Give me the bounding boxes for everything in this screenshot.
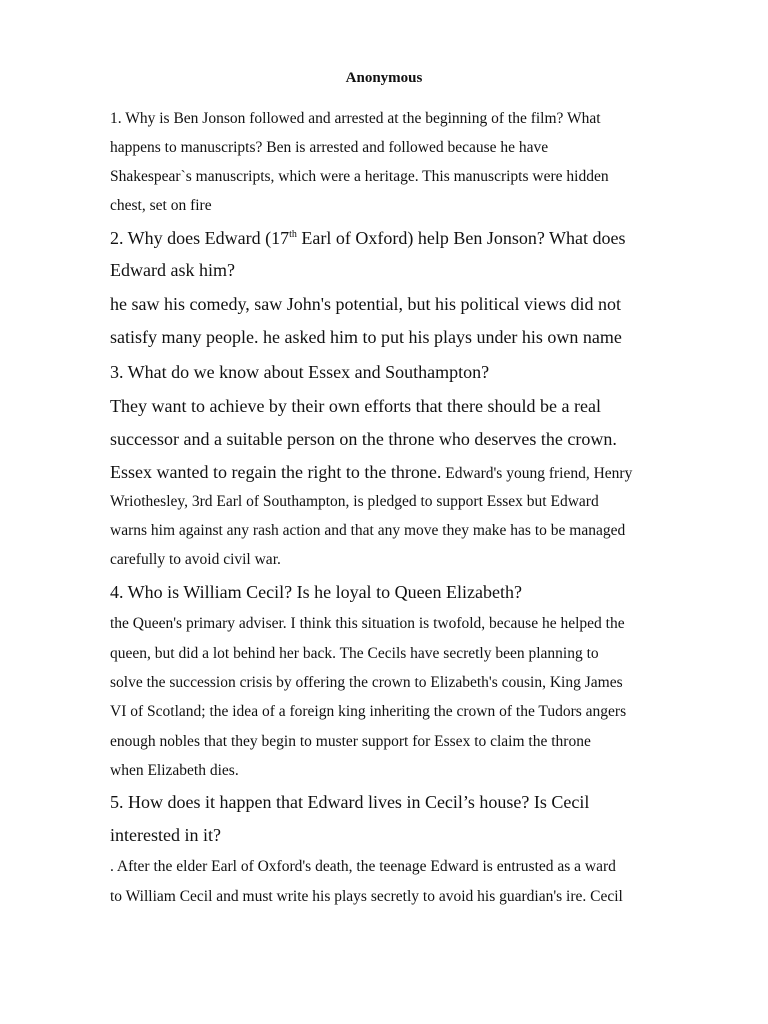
q5-question-line-2: interested in it?	[110, 825, 221, 845]
q4-answer-line-1: the Queen's primary adviser. I think this situation is twofold, because he helped the	[110, 615, 625, 632]
q4-answer-line-6: when Elizabeth dies.	[110, 762, 239, 779]
q1-line-4: chest, set on fire	[110, 197, 212, 214]
q2-question-line-1	[110, 228, 626, 249]
q5-answer-line-2: to William Cecil and must write his plays secretly to avoid his guardian's ire. Cecil	[110, 888, 623, 905]
q2-question-line-2: Edward ask him?	[110, 260, 235, 280]
q2-question-part-2: Earl of Oxford) help Ben Jonson? What does	[296, 228, 626, 248]
q3-answer-large-part: Essex wanted to regain the right to the throne.	[110, 462, 442, 482]
q3-answer-line-2: successor and a suitable person on the throne who deserves the crown.	[110, 429, 617, 449]
q3-answer-line-1: They want to achieve by their own efforts that there should be a real	[110, 396, 601, 416]
q4-answer-line-5: enough nobles that they begin to muster support for Essex to claim the throne	[110, 733, 591, 750]
q4-answer-line-3: solve the succession crisis by offering the crown to Elizabeth's cousin, King James	[110, 674, 623, 691]
q4-question: 4. Who is William Cecil? Is he loyal to Queen Elizabeth?	[110, 582, 522, 602]
q3-answer-line-3	[110, 462, 632, 483]
q2-question-part-1: 2. Why does Edward (17	[110, 228, 290, 248]
q3-answer-line-4: Wriothesley, 3rd Earl of Southampton, is pledged to support Essex but Edward	[110, 493, 599, 510]
q3-answer-line-5: warns him against any rash action and that any move they make has to be managed	[110, 522, 626, 539]
q4-answer-line-2: queen, but did a lot behind her back. The Cecils have secretly been planning to	[110, 645, 599, 662]
q3-answer-line-6: carefully to avoid civil war.	[110, 551, 281, 568]
q4-answer-line-4: VI of Scotland; the idea of a foreign king inheriting the crown of the Tudors angers	[110, 703, 627, 720]
q5-question-line-1: 5. How does it happen that Edward lives in Cecil’s house? Is Cecil	[110, 792, 590, 812]
q1-line-2: happens to manuscripts? Ben is arrested and followed because he have	[110, 139, 549, 156]
q5-answer-line-1: . After the elder Earl of Oxford's death, the teenage Edward is entrusted as a ward	[110, 858, 616, 875]
q3-question: 3. What do we know about Essex and Southampton?	[110, 362, 490, 382]
q1-line-3: Shakespear`s manuscripts, which were a heritage. This manuscripts were hidden	[110, 168, 609, 185]
q2-answer-line-2: satisfy many people. he asked him to put his plays under his own name	[110, 327, 622, 347]
document-title: Anonymous	[345, 70, 423, 86]
q3-answer-small-part: Edward's young friend, Henry	[441, 465, 633, 482]
q2-superscript: th	[289, 229, 297, 240]
q2-answer-line-1: he saw his comedy, saw John's potential, but his political views did not	[110, 294, 622, 314]
q1-line-1: 1. Why is Ben Jonson followed and arrested at the beginning of the film? What	[110, 110, 601, 127]
